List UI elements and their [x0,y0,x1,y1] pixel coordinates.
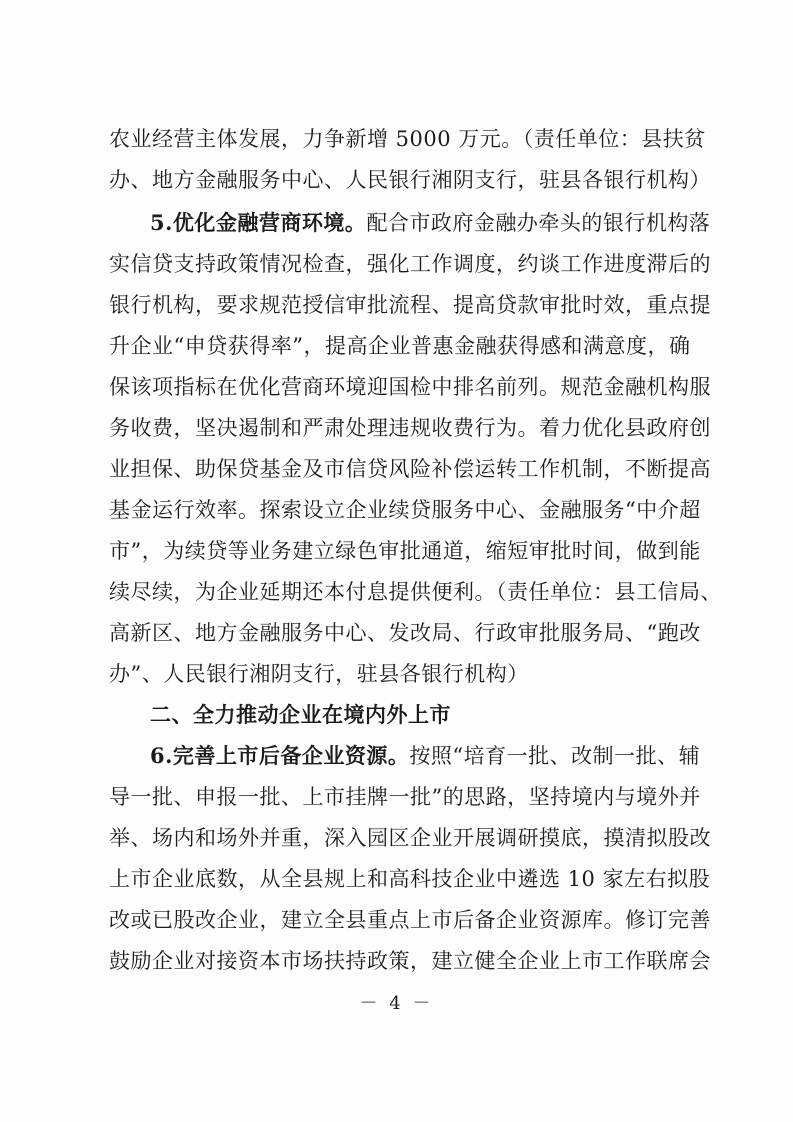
text-line: 举、场内和场外并重，深入园区企业开展调研摸底，摸清拟股改 [109,826,711,850]
text-line: 上市企业底数，从全县规上和高科技企业中遴选 10 家左右拟股 [109,867,711,891]
text-line: 市”，为续贷等业务建立绿色审批通道，缩短审批时间，做到能 [109,539,701,563]
item-5-title: 5.优化金融营商环境。 [150,210,367,235]
text-line: 改或已股改企业，建立全县重点上市后备企业资源库。修订完善 [109,908,711,932]
text-line: 银行机构，要求规范授信审批流程、提高贷款审批时效，重点提 [109,293,711,317]
section-2-heading: 二、全力推动企业在境内外上市 [150,703,451,727]
text-line: 实信贷支持政策情况检查，强化工作调度，约谈工作进度滞后的 [109,252,711,276]
text-line: 基金运行效率。探索设立企业续贷服务中心、金融服务“中介超 [109,498,701,522]
item-6-paragraph-start [150,738,701,774]
item-5-paragraph-start [150,205,711,241]
text-line: 续尽续，为企业延期还本付息提供便利。（责任单位：县工信局、 [109,580,722,604]
page-number: － 4 － [359,993,434,1014]
text-line: 鼓励企业对接资本市场扶持政策，建立健全企业上市工作联席会 [109,949,711,973]
item-6-title: 6.完善上市后备企业资源。 [150,743,410,768]
text-line: 农业经营主体发展，力争新增 5000 万元。（责任单位：县扶贫 [109,127,706,151]
text-line: 升企业“申贷获得率”，提高企业普惠金融获得感和满意度，确 [109,334,691,358]
text-line: 高新区、地方金融服务中心、发改局、行政审批服务局、“跑改 [109,621,701,645]
text-line: 办”、人民银行湘阴支行，驻县各银行机构） [109,662,529,686]
text-line: 导一批、申报一批、上市挂牌一批”的思路，坚持境内与境外并 [109,785,701,809]
text-line: 业担保、助保贷基金及市信贷风险补偿运转工作机制，不断提高 [109,457,711,481]
item-6-text: 按照“培育一批、改制一批、辅 [409,744,701,768]
text-line: 保该项指标在优化营商环境迎国检中排名前列。规范金融机构服 [109,375,711,399]
text-line: 务收费，坚决遏制和严肃处理违规收费行为。着力优化县政府创 [109,416,711,440]
item-5-text: 配合市政府金融办牵头的银行机构落 [366,211,711,235]
text-line: 办、地方金融服务中心、人民银行湘阴支行，驻县各银行机构） [109,168,711,192]
